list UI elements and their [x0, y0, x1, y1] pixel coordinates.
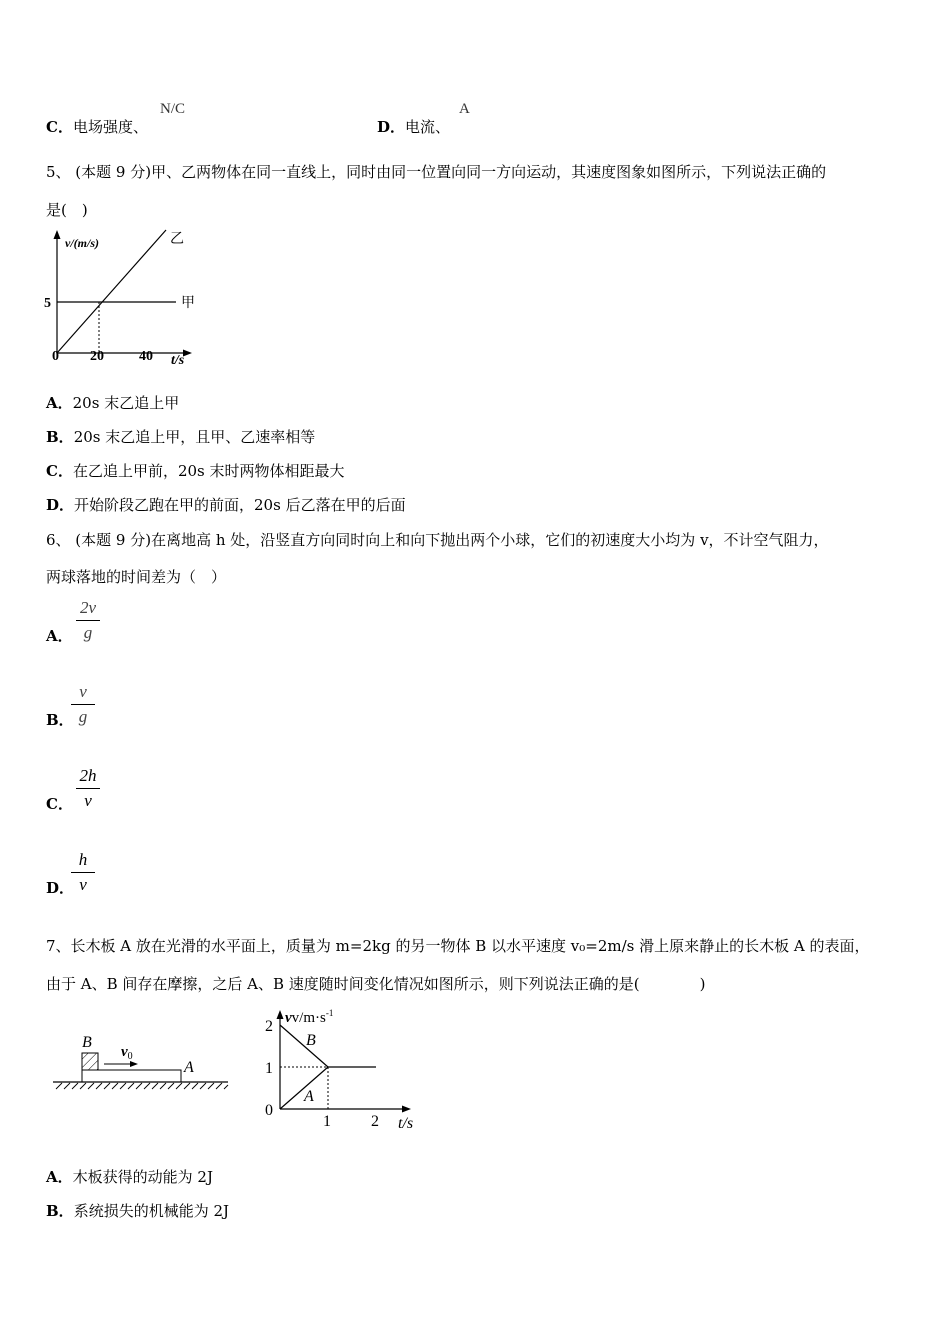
q5-x-arrow	[183, 350, 192, 357]
q6-option-c-letter: C．	[46, 795, 73, 813]
q4-option-c-unit: N/C	[160, 101, 186, 117]
q5-stem-line2: 是( )	[46, 201, 88, 219]
q7-block-b	[82, 1053, 98, 1070]
q6-option-c-fraction: 2h v	[76, 766, 100, 811]
q5-option-d: D．开始阶段乙跑在甲的前面，20s 后乙落在甲的后面	[46, 496, 406, 514]
q5-stem-line1: 5、 (本题 9 分)甲、乙两物体在同一直线上，同时由同一位置向同一方向运动，其速度图象如图所示，下列说法正确的	[46, 163, 827, 181]
q4-option-d-unit: A	[459, 101, 470, 117]
q7-stem-line2: 由于 A、B 间存在摩擦，之后 A、B 速度随时间变化情况如图所示，则下列说法正确的是( )	[46, 975, 706, 993]
q7-vt-graph	[258, 1004, 428, 1134]
q7-xtick-1: 1	[323, 1113, 331, 1130]
q5-label-yi: 乙	[170, 232, 184, 247]
q7-ytick-2: 2	[265, 1018, 273, 1035]
q5-xtick-0: 0	[52, 349, 59, 364]
q7-ytick-1: 1	[265, 1060, 273, 1077]
q5-vt-graph	[40, 226, 210, 371]
q7-label-v0: $v_0$	[121, 1044, 133, 1062]
q7-board-a	[82, 1070, 181, 1082]
q7-ground-hatch	[56, 1083, 228, 1089]
q5-xlabel: t/s	[171, 353, 185, 368]
q6-stem-line1: 6、 (本题 9 分)在离地高 h 处，沿竖直方向同时向上和向下抛出两个小球，它们的初速度大小均为 v，不计空气阻力，	[46, 531, 829, 549]
q6-option-a-letter: A．	[46, 627, 73, 645]
q6-option-b-fraction: v g	[71, 682, 95, 727]
q7-x-arrow	[402, 1106, 411, 1113]
q5-xtick-20: 20	[90, 349, 104, 364]
q5-ylabel: v/(m/s)	[65, 236, 99, 250]
q5-y-arrow	[54, 230, 61, 239]
q7-xlabel: t/s	[398, 1115, 414, 1132]
q7-label-a-series: A	[304, 1088, 314, 1105]
q7-label-a: A	[184, 1059, 194, 1076]
q4-option-d: D．电流、	[377, 118, 451, 136]
q6-stem-line2: 两球落地的时间差为（ ）	[46, 568, 227, 586]
q7-label-b-series: B	[306, 1032, 316, 1049]
q6-option-d-letter: D．	[46, 879, 75, 897]
q7-option-b: B．系统损失的机械能为 2J	[46, 1202, 230, 1220]
q5-option-a: A．20s 末乙追上甲	[46, 394, 180, 412]
q6-option-a-fraction: 2v g	[76, 598, 100, 643]
q7-ylabel: $vv/m\cdot s^{-1}$	[285, 1008, 334, 1026]
q7-label-b: B	[82, 1034, 92, 1051]
q7-ytick-0: 0	[265, 1102, 273, 1119]
q7-stem-line1: 7、长木板 A 放在光滑的水平面上，质量为 m=2kg 的另一物体 B 以水平速度 v₀=2m/s 滑上原来静止的长木板 A 的表面，	[46, 937, 870, 955]
q6-option-d-fraction: h v	[71, 850, 95, 895]
q5-xtick-40: 40	[139, 349, 153, 364]
q5-option-b: B．20s 末乙追上甲，且甲、乙速率相等	[46, 428, 316, 446]
q5-ytick-5: 5	[44, 296, 51, 311]
q4-option-c: C．电场强度、	[46, 118, 148, 136]
q5-option-c: C．在乙追上甲前，20s 末时两物体相距最大	[46, 462, 345, 480]
q7-series-b-line	[280, 1025, 328, 1067]
q7-option-a: A．木板获得的动能为 2J	[46, 1168, 213, 1186]
q6-option-b-letter: B．	[46, 711, 74, 729]
q7-y-arrow	[277, 1010, 284, 1019]
q5-label-jia: 甲	[181, 296, 195, 311]
q7-board-diagram	[48, 1025, 238, 1100]
q7-xtick-2: 2	[371, 1113, 379, 1130]
